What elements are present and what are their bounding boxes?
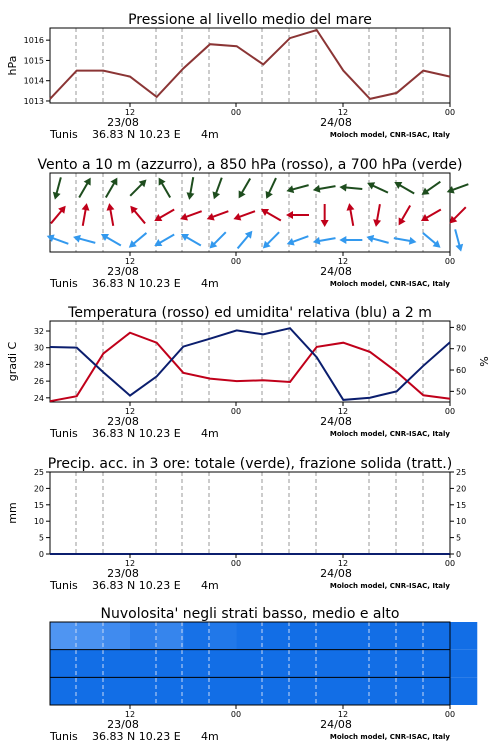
- temp_rh-series-1-line: [50, 328, 450, 400]
- pressure-hour-label-1: 00: [230, 108, 242, 117]
- wind-arrow-head: [365, 233, 374, 243]
- clouds-date-label-1: 24/08: [320, 718, 352, 731]
- clouds-cell-2-1: [77, 677, 104, 705]
- wind-arrow-head: [419, 214, 429, 224]
- clouds-cell-2-11: [343, 677, 370, 705]
- temp_rh-ytick-label-4: 32: [33, 327, 44, 337]
- wind-location-name: Tunis: [50, 277, 78, 290]
- clouds-credit: Moloch model, CNR-ISAC, Italy: [329, 733, 450, 741]
- wind-arrow-2-7: [235, 228, 256, 251]
- precip-ytick-label-0: 0: [38, 550, 44, 559]
- wind-arrow-1-10: [321, 204, 329, 227]
- wind-arrow-head: [339, 183, 347, 192]
- wind-arrow-head: [312, 185, 320, 194]
- wind-arrow-head: [345, 202, 354, 210]
- clouds-cell-2-2: [103, 677, 130, 705]
- wind-arrow-2-15: [451, 228, 465, 252]
- clouds-hour-label-2: 12: [337, 710, 349, 719]
- temp_rh-ytick-right-label-2: 70: [456, 344, 467, 354]
- temp_rh-location-coords: 36.83 N 10.23 E: [92, 427, 181, 440]
- clouds-cell-2-3: [130, 677, 157, 705]
- wind-arrow-1-8: [259, 206, 283, 224]
- wind-arrow-0-11: [339, 183, 363, 193]
- precip-location-elevation: 4m: [201, 579, 219, 592]
- pressure-ytick-label-1: 1014: [23, 76, 44, 86]
- wind-arrow-0-5: [185, 176, 197, 200]
- clouds-cell-2-9: [290, 677, 317, 705]
- temp_rh-ylabel-right: %: [478, 356, 491, 367]
- wind-arrow-head: [285, 238, 294, 248]
- wind-arrow-0-15: [445, 180, 469, 195]
- clouds-cell-0-7: [237, 622, 264, 650]
- wind-hour-label-1: 00: [230, 257, 242, 266]
- clouds-cell-1-11: [343, 650, 370, 678]
- wind-arrow-1-7: [232, 207, 256, 222]
- clouds-hour-label-1: 00: [230, 710, 242, 719]
- wind-arrow-1-13: [395, 203, 413, 227]
- precip-credit: Moloch model, CNR-ISAC, Italy: [329, 582, 450, 590]
- wind-arrow-head: [84, 176, 94, 186]
- wind-arrow-1-1: [79, 202, 91, 226]
- wind-arrow-head: [185, 192, 194, 200]
- pressure-ytick-label-2: 1015: [23, 56, 44, 66]
- clouds-cell-2-14: [423, 677, 450, 705]
- wind-hour-label-2: 12: [337, 257, 349, 266]
- precip-hour-label-0: 12: [124, 559, 136, 568]
- precip-date-label-1: 24/08: [320, 567, 352, 580]
- clouds-cell-0-6: [210, 622, 237, 650]
- wind-date-label-1: 24/08: [320, 265, 352, 278]
- precip-ytick-right-label-1: 5: [456, 533, 462, 543]
- wind-arrow-head: [455, 244, 465, 253]
- clouds-cell-2-15: [450, 677, 477, 705]
- pressure-hour-label-0: 12: [124, 108, 136, 117]
- clouds-cell-2-12: [370, 677, 397, 705]
- precip-title: Precip. acc. in 3 ore: totale (verde), frazione solida (tratt.): [47, 456, 453, 472]
- clouds-location-elevation: 4m: [201, 730, 219, 743]
- wind-arrow-2-8: [260, 229, 282, 251]
- wind-location-coords: 36.83 N 10.23 E: [92, 277, 181, 290]
- precip-hour-label-2: 12: [337, 559, 349, 568]
- wind-arrow-head: [365, 179, 375, 189]
- wind-arrow-0-8: [263, 176, 280, 200]
- wind-arrow-head: [232, 213, 241, 223]
- wind-title: Vento a 10 m (azzurro), a 850 hPa (rosso), a 700 hPa (verde): [37, 157, 463, 173]
- wind-hour-label-0: 12: [124, 257, 136, 266]
- wind-arrow-head: [51, 192, 61, 201]
- clouds-title: Nuvolosita' negli strati basso, medio e alto: [100, 606, 400, 622]
- precip-ytick-label-1: 5: [38, 533, 44, 543]
- precip-ytick-label-2: 10: [33, 517, 44, 527]
- pressure-ytick-label-3: 1016: [23, 36, 44, 46]
- wind-arrow-1-3: [127, 203, 148, 226]
- wind-arrow-head: [105, 202, 114, 210]
- pressure-ylabel: hPa: [6, 55, 19, 76]
- wind-arrow-2-11: [339, 236, 362, 244]
- temp_rh-ytick-right-label-1: 60: [456, 366, 467, 376]
- clouds-cell-0-1: [77, 622, 104, 650]
- clouds-cell-0-2: [103, 622, 130, 650]
- precip-ytick-right-label-3: 15: [456, 500, 467, 510]
- wind-arrow-head: [263, 191, 273, 201]
- wind-arrow-0-7: [235, 176, 253, 200]
- clouds-location-name: Tunis: [50, 730, 78, 743]
- clouds-cell-0-12: [370, 622, 397, 650]
- clouds-cell-1-8: [263, 650, 290, 678]
- temp_rh-hour-label-2: 12: [337, 407, 349, 416]
- precip-location-coords: 36.83 N 10.23 E: [92, 579, 181, 592]
- precip-ytick-right-label-4: 20: [456, 484, 467, 494]
- temp_rh-hour-label-1: 00: [230, 407, 242, 416]
- clouds-date-label-0: 23/08: [107, 718, 139, 731]
- clouds-cell-2-6: [210, 677, 237, 705]
- temp_rh-ytick-label-1: 26: [33, 377, 44, 387]
- pressure-frame: [50, 28, 450, 103]
- wind-arrow-head: [395, 217, 405, 227]
- wind-arrow-head: [99, 231, 109, 241]
- wind-arrow-head: [259, 206, 269, 216]
- clouds-cell-0-14: [423, 622, 450, 650]
- wind-arrow-1-11: [345, 202, 357, 226]
- clouds-cell-0-4: [157, 622, 184, 650]
- temp_rh-ytick-label-2: 28: [33, 360, 44, 370]
- wind-arrow-0-2: [102, 176, 120, 200]
- clouds-cell-1-0: [50, 650, 77, 678]
- pressure-hour-label-2: 12: [337, 108, 349, 117]
- temp_rh-ytick-label-3: 30: [33, 343, 44, 353]
- wind-arrow-head: [179, 231, 189, 241]
- temp_rh-date-label-0: 23/08: [107, 415, 139, 428]
- clouds-cell-1-2: [103, 650, 130, 678]
- clouds-cell-1-4: [157, 650, 184, 678]
- clouds-hour-label-0: 12: [124, 710, 136, 719]
- precip-ytick-label-4: 20: [33, 484, 44, 494]
- pressure-hour-label-3: 00: [444, 108, 456, 117]
- pressure-series-0-line: [50, 30, 450, 99]
- clouds-cell-1-14: [423, 650, 450, 678]
- pressure-date-label-1: 24/08: [320, 116, 352, 129]
- clouds-cell-1-10: [317, 650, 344, 678]
- clouds-cell-0-3: [130, 622, 157, 650]
- clouds-cell-0-11: [343, 622, 370, 650]
- wind-arrow-2-6: [207, 229, 229, 251]
- clouds-cell-1-7: [237, 650, 264, 678]
- wind-arrow-2-0: [45, 232, 69, 247]
- clouds-cell-2-4: [157, 677, 184, 705]
- clouds-cell-2-0: [50, 677, 77, 705]
- wind-arrow-head: [321, 220, 329, 227]
- temp_rh-location-elevation: 4m: [201, 427, 219, 440]
- wind-arrow-head: [285, 185, 294, 195]
- temp_rh-series-0-line: [50, 333, 450, 402]
- temp_rh-ytick-right-label-0: 50: [456, 387, 467, 397]
- wind-arrow-head: [110, 176, 120, 186]
- wind-arrow-2-13: [393, 234, 417, 246]
- wind-arrow-2-14: [420, 230, 443, 251]
- wind-arrow-head: [210, 191, 220, 200]
- temp_rh-credit: Moloch model, CNR-ISAC, Italy: [329, 430, 450, 438]
- wind-credit: Moloch model, CNR-ISAC, Italy: [329, 280, 450, 288]
- temp_rh-date-label-1: 24/08: [320, 415, 352, 428]
- precip-hour-label-1: 00: [230, 559, 242, 568]
- clouds-cell-0-8: [263, 622, 290, 650]
- wind-arrow-0-0: [51, 176, 65, 200]
- clouds-cell-1-1: [77, 650, 104, 678]
- wind-arrow-1-12: [372, 203, 384, 227]
- clouds-cell-1-12: [370, 650, 397, 678]
- precip-ytick-right-label-5: 25: [456, 468, 467, 477]
- wind-arrow-head: [155, 176, 165, 186]
- clouds-cell-0-15: [450, 622, 477, 650]
- clouds-cell-0-13: [397, 622, 424, 650]
- pressure-location-name: Tunis: [50, 128, 78, 141]
- clouds-cell-1-9: [290, 650, 317, 678]
- clouds-cell-1-15: [450, 650, 477, 678]
- temp_rh-title: Temperatura (rosso) ed umidita' relativa (blu) a 2 m: [68, 305, 432, 321]
- wind-arrow-head: [392, 179, 402, 189]
- temp_rh-location-name: Tunis: [50, 427, 78, 440]
- wind-arrow-0-3: [127, 177, 149, 199]
- clouds-hour-label-3: 00: [444, 710, 456, 719]
- clouds-cell-0-5: [183, 622, 210, 650]
- precip-hour-label-3: 00: [444, 559, 456, 568]
- clouds-cell-2-10: [317, 677, 344, 705]
- wind-arrow-head: [339, 236, 346, 244]
- wind-arrow-2-5: [179, 231, 203, 249]
- wind-arrow-1-2: [105, 202, 117, 226]
- clouds-cell-0-10: [317, 622, 344, 650]
- precip-ytick-right-label-2: 10: [456, 517, 467, 527]
- clouds-cell-1-3: [130, 650, 157, 678]
- temp_rh-ytick-right-label-3: 80: [456, 323, 467, 333]
- wind-arrow-head: [235, 190, 245, 200]
- pressure-title: Pressione al livello medio del mare: [128, 12, 372, 28]
- wind-hour-label-3: 00: [444, 257, 456, 266]
- clouds-cell-0-9: [290, 622, 317, 650]
- wind-arrow-1-0: [48, 203, 69, 226]
- precip-location-name: Tunis: [50, 579, 78, 592]
- wind-arrow-head: [205, 213, 214, 223]
- precip-date-label-0: 23/08: [107, 567, 139, 580]
- temp_rh-ylabel: gradi C: [6, 341, 19, 382]
- clouds-cell-1-5: [183, 650, 210, 678]
- clouds-cell-1-13: [397, 650, 424, 678]
- wind-arrow-0-1: [76, 176, 94, 200]
- wind-arrow-head: [152, 214, 162, 224]
- precip-ytick-right-label-0: 0: [456, 550, 462, 559]
- wind-arrow-0-6: [210, 176, 225, 200]
- precip-frame: [50, 472, 450, 554]
- wind-arrow-2-3: [126, 230, 149, 251]
- clouds-cell-2-13: [397, 677, 424, 705]
- pressure-ytick-label-0: 1013: [23, 96, 44, 106]
- wind-date-label-0: 23/08: [107, 265, 139, 278]
- wind-arrow-head: [152, 239, 162, 249]
- pressure-credit: Moloch model, CNR-ISAC, Italy: [329, 131, 450, 139]
- clouds-cell-2-5: [183, 677, 210, 705]
- clouds-cell-1-6: [210, 650, 237, 678]
- wind-arrow-head: [82, 202, 91, 210]
- temp_rh-hour-label-3: 00: [444, 407, 456, 416]
- clouds-cell-2-8: [263, 677, 290, 705]
- temp_rh-ytick-label-0: 24: [33, 393, 44, 403]
- wind-arrow-0-4: [155, 176, 173, 200]
- wind-arrow-head: [72, 233, 81, 243]
- clouds-cell-2-7: [237, 677, 264, 705]
- clouds-location-coords: 36.83 N 10.23 E: [92, 730, 181, 743]
- wind-arrow-head: [372, 219, 381, 227]
- temp_rh-hour-label-0: 12: [124, 407, 136, 416]
- wind-arrow-head: [409, 237, 417, 246]
- precip-ylabel: mm: [6, 502, 19, 524]
- precip-ytick-label-5: 25: [33, 468, 44, 477]
- precip-ytick-label-3: 15: [33, 500, 44, 510]
- pressure-date-label-0: 23/08: [107, 116, 139, 129]
- clouds-cell-0-0: [50, 622, 77, 650]
- pressure-location-elevation: 4m: [201, 128, 219, 141]
- wind-arrow-head: [179, 213, 188, 223]
- pressure-location-coords: 36.83 N 10.23 E: [92, 128, 181, 141]
- wind-location-elevation: 4m: [201, 277, 219, 290]
